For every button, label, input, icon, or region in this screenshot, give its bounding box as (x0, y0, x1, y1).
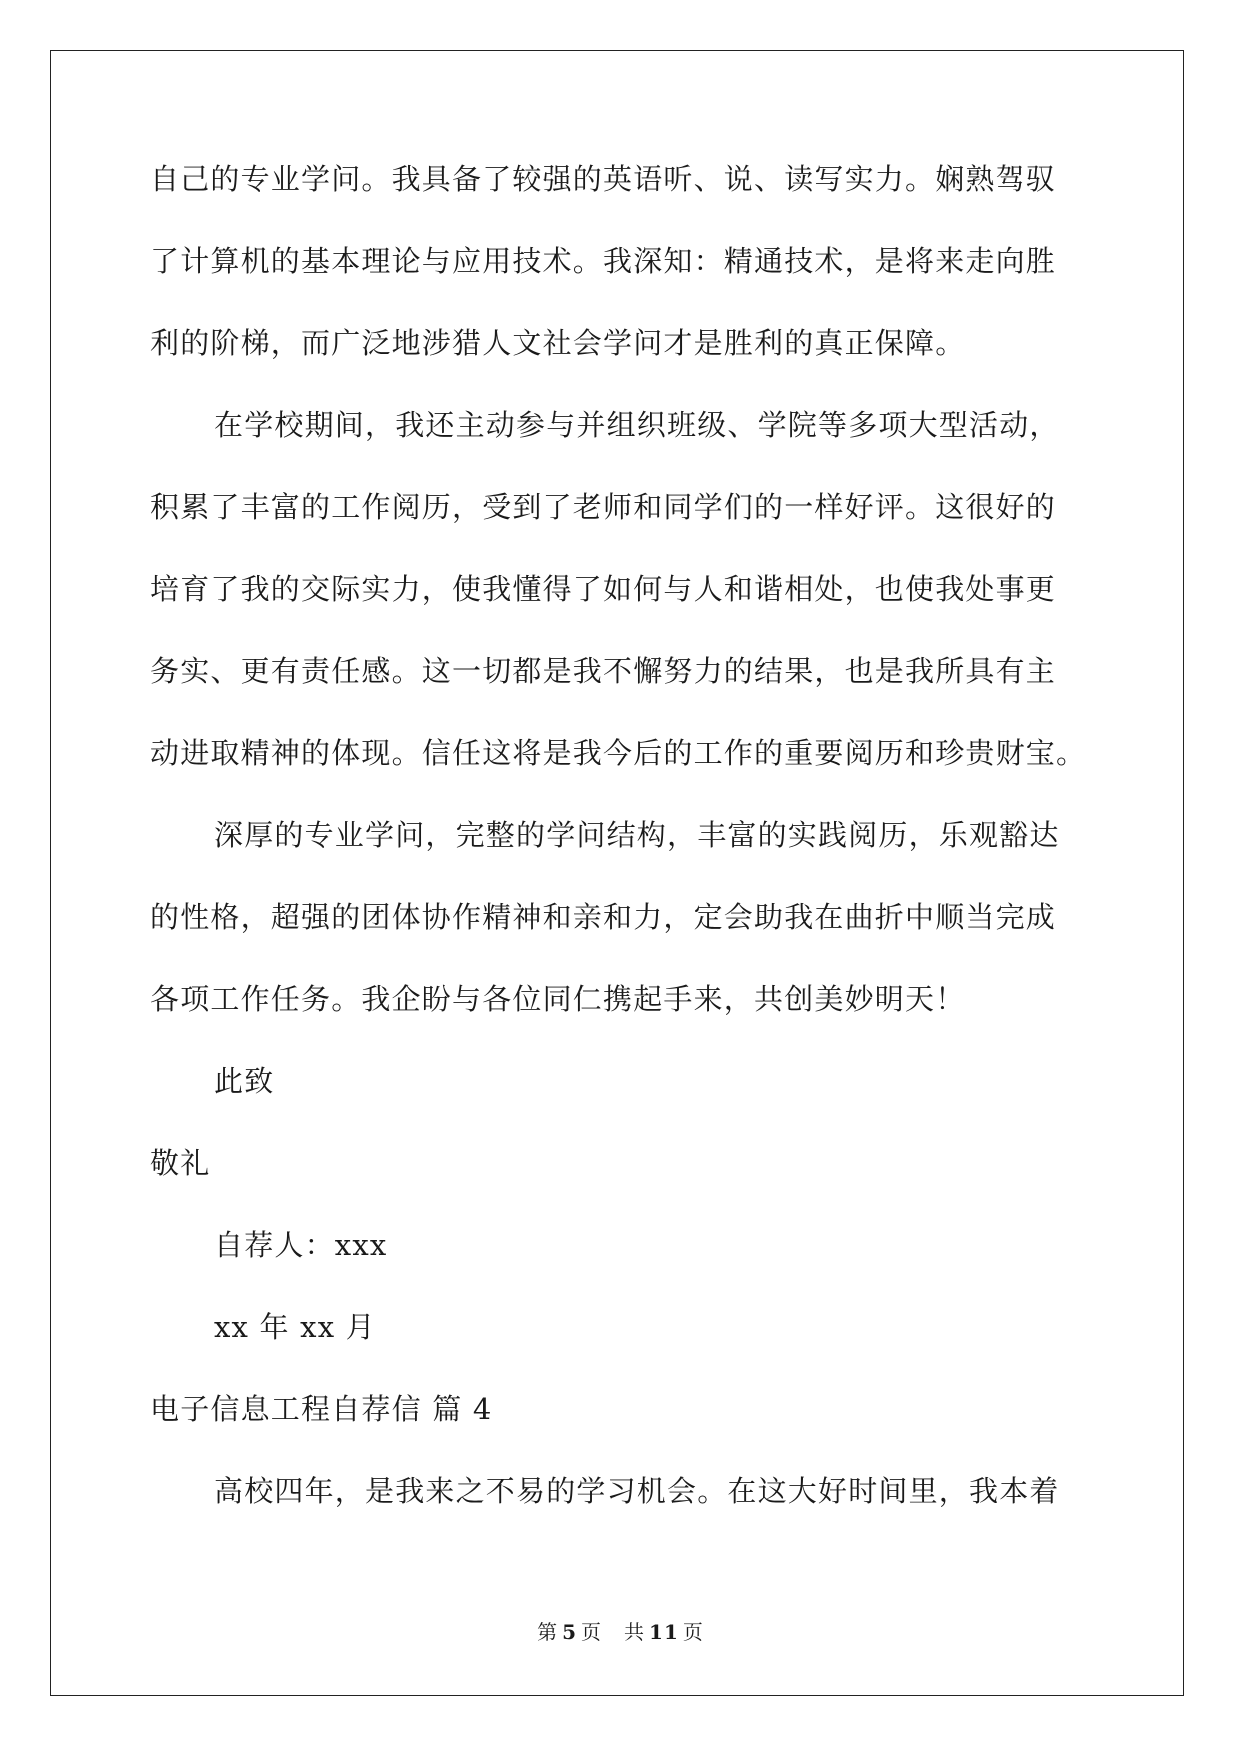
document-body (150, 160, 1090, 1554)
body-line: 积累了丰富的工作阅历，受到了老师和同学们的一样好评。这很好的 (150, 490, 1057, 524)
body-line: 各项工作任务。我企盼与各位同仁携起手来，共创美妙明天！ (150, 982, 966, 1016)
closing-line: 此致 (214, 1064, 275, 1098)
signature-line: 自荐人：xxx (214, 1228, 388, 1262)
body-line: 务实、更有责任感。这一切都是我不懈努力的结果，也是我所具有主 (150, 654, 1057, 688)
page-prefix: 第 (537, 1620, 559, 1644)
body-line: 利的阶梯，而广泛地涉猎人文社会学问才是胜利的真正保障。 (150, 326, 966, 360)
page-suffix: 页 (581, 1620, 603, 1644)
body-line: 了计算机的基本理论与应用技术。我深知：精通技术，是将来走向胜 (150, 244, 1057, 278)
paragraph-start-line: 高校四年，是我来之不易的学习机会。在这大好时间里，我本着 (214, 1474, 1060, 1508)
paragraph-start-line: 在学校期间，我还主动参与并组织班级、学院等多项大型活动， (214, 408, 1060, 442)
body-line: 培育了我的交际实力，使我懂得了如何与人和谐相处，也使我处事更 (150, 572, 1057, 606)
body-line: 动进取精神的体现。信任这将是我今后的工作的重要阅历和珍贵财宝。 (150, 736, 1087, 770)
paragraph-start-line: 深厚的专业学问，完整的学问结构，丰富的实践阅历，乐观豁达 (214, 818, 1060, 852)
total-suffix: 页 (682, 1620, 704, 1644)
date-line: xx 年 xx 月 (214, 1310, 376, 1344)
body-line: 自己的专业学问。我具备了较强的英语听、说、读写实力。娴熟驾驭 (150, 162, 1057, 196)
section-heading: 电子信息工程自荐信 篇 4 (150, 1392, 493, 1426)
page-current: 5 (562, 1620, 578, 1644)
salutation-line: 敬礼 (150, 1146, 211, 1180)
page-total: 11 (649, 1620, 679, 1644)
page-number-footer (0, 1616, 1241, 1645)
body-line: 的性格，超强的团体协作精神和亲和力，定会助我在曲折中顺当完成 (150, 900, 1057, 934)
total-prefix: 共 (624, 1620, 646, 1644)
